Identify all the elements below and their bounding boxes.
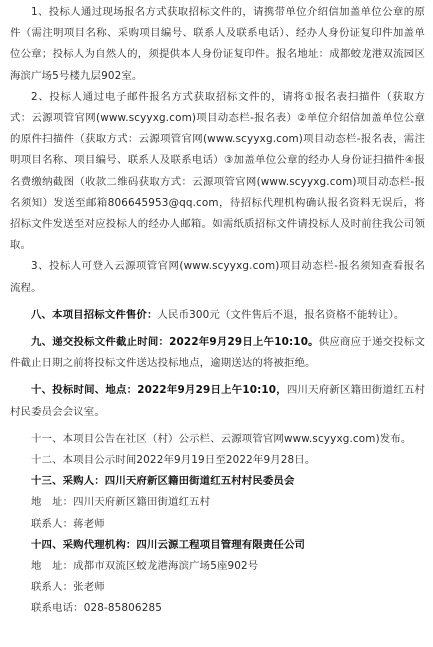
paragraph-online-process: 3、投标人可登入云源项管官网(www.scyyxg.com)项目动态栏-报名须知查看报名流程。 [10,260,425,294]
section-13-title: 十三、采购人：四川天府新区籍田街道红五村村民委员会 [31,475,295,488]
section-12-period: 十二、本项目公示时间2022年9月19日至2022年9月28日。 [31,454,316,467]
section-10-title: 十、投标时间、地点：2022年9月29日上午10:10， [31,384,287,397]
section-14-address: 地 址：成都市双流区蛟龙港海滨广场5座902号 [31,560,259,573]
section-14-contact: 联系人：张老师 [31,581,105,594]
section-10-text: 四川天府新区籍田街道红五村村民委员会会议室。 [10,384,425,418]
paragraph-on-site-registration: 1、投标人通过现场报名方式获取招标文件的，请携带单位介绍信加盖单位公章的原件（需注明项目名称、采购项目编号、联系人及联系电话）、经办人身份证复印件加盖单位公章；投标人为自然人的，须提供本人身份证复印件。报名地址：成都蛟龙港双流园区海滨广场5号楼九层902室。 [10,6,425,82]
section-14-phone: 联系电话：028-85806285 [31,602,162,615]
section-9-deadline [10,332,425,374]
section-14-title: 十四、采购代理机构：四川云源工程项目管理有限责任公司 [31,538,306,551]
section-9-text: 供应商应于递交投标文件截止日期之前将投标文件送达投标地点，逾期送达的将被拒绝。 [10,336,425,370]
section-8-title: 八、本项目招标文件售价： [31,308,158,321]
section-13-address: 地 址：四川天府新区籍田街道红五村 [31,496,211,509]
section-8-price [10,305,425,326]
paragraph-email-registration: 2、投标人通过电子邮件报名方式获取招标文件的，请将①报名表扫描件（获取方式：云源项管官网(www.scyyxg.com)项目动态栏-报名表）②单位介绍信加盖单位公章的原件扫描件（获取方式：云源项管官网(www.scyyxg.com)项目动态栏-报名表，需注明项目名称、项目编号、联系人及联系电话）③加盖单位公章的经办人身份证扫描件④报名费缴纳截图（收款二维码获取方式：云源项管官网(www.scyyxg.com)项目动态栏-报名须知）发送至邮箱806645953@qq.com，待招标代理机构确认报名资料无误后，将招标文件发送至对应投标人的经办人邮箱。如需纸质招标文件请投标人及时前往我公司领取。 [10,90,425,252]
section-11-publication: 十一、本项目公告在社区（村）公示栏、云源项管官网www.scyyxg.com)发布。 [31,432,412,445]
section-10-time-location [10,380,425,422]
section-9-title: 九、递交投标文件截止时间：2022年9月29日上午10:10。 [31,336,319,349]
section-8-text: 人民币300元（文件售后不退，报名资格不能转让）。 [157,308,405,321]
section-13-contact: 联系人：蒋老师 [31,517,105,530]
